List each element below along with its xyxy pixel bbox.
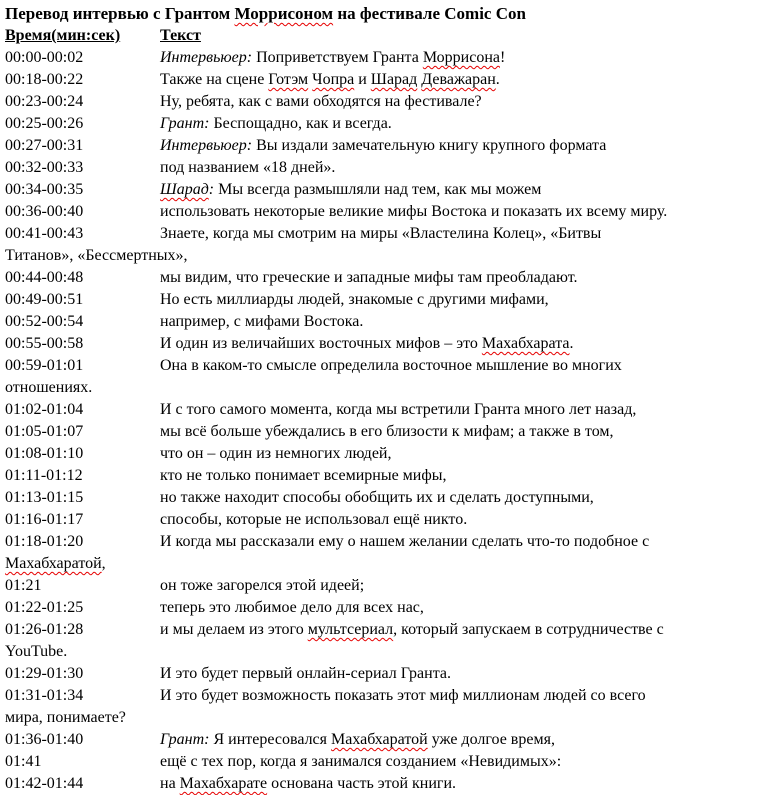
timestamp-cell: 01:13-01:15: [5, 489, 84, 506]
timestamp-cell: 01:05-01:07: [5, 423, 84, 440]
misspelled-word: Махабхарата: [481, 335, 570, 352]
transcript-row: [5, 575, 775, 597]
transcript-rows: [5, 47, 775, 795]
text-run: Интервьюер:: [160, 137, 253, 154]
text-run: что он – один из немногих людей,: [160, 445, 392, 462]
text-run: !: [500, 49, 506, 66]
timestamp-cell: 00:34-00:35: [5, 181, 84, 198]
text-run: И это будет возможность показать этот миф миллионам людей со всего: [160, 687, 646, 704]
text-run: уже долгое время,: [427, 731, 555, 748]
timestamp-cell: 01:18-01:20: [5, 533, 84, 550]
text-run: И когда мы рассказали ему о нашем желании сделать что-то подобное с: [160, 533, 650, 550]
transcript-row: [5, 267, 775, 289]
text-run: И один из величайших восточных мифов – это: [160, 335, 482, 352]
transcript-row: [5, 179, 775, 201]
text-cell: [160, 137, 606, 154]
timestamp-cell: 01:26-01:28: [5, 621, 84, 638]
text-run: Перевод интервью с Грантом: [5, 4, 235, 23]
misspelled-word: Чопра: [312, 71, 355, 88]
text-run: ,: [101, 555, 106, 572]
transcript-row: [5, 663, 775, 685]
misspelled-word: Махабхаратой: [5, 555, 102, 572]
text-run: Также на сцене: [160, 71, 269, 88]
text-cell: [160, 71, 500, 88]
transcript-row: [5, 487, 775, 509]
timestamp-cell: 00:00-00:02: [5, 49, 84, 66]
text-run: ещё с тех пор, когда я занимался созданием «Невидимых»:: [160, 753, 562, 770]
text-run: , который запускаем в сотрудничестве с: [393, 621, 664, 638]
text-column-header: Текст: [160, 27, 201, 44]
timestamp-cell: 00:27-00:31: [5, 137, 84, 154]
text-run: Интервьюер:: [160, 49, 253, 66]
timestamp-cell: 01:02-01:04: [5, 401, 84, 418]
timestamp-cell: 00:25-00:26: [5, 115, 84, 132]
timestamp-cell: 01:11-01:12: [5, 467, 83, 484]
text-run: И это будет первый онлайн-сериал Гранта.: [160, 665, 451, 682]
timestamp-cell: 01:36-01:40: [5, 731, 84, 748]
text-run: теперь это любимое дело для всех нас,: [160, 599, 424, 616]
text-cell: [160, 401, 636, 418]
timestamp-cell: 00:44-00:48: [5, 269, 84, 286]
text-run: Она в каком-то смысле определила восточное мышление во многих: [160, 357, 622, 374]
text-run: мы видим, что греческие и западные мифы там преобладают.: [160, 269, 578, 286]
text-run: Грант:: [160, 731, 210, 748]
text-cell: [160, 269, 577, 286]
text-cell: [160, 577, 364, 594]
timestamp-cell: 00:59-01:01: [5, 357, 84, 374]
misspelled-word: Деважаран: [421, 71, 496, 88]
text-run: и: [354, 71, 371, 88]
timestamp-cell: 00:18-00:22: [5, 71, 84, 88]
transcript-row: [5, 729, 775, 751]
transcript-row: [5, 773, 775, 795]
text-run: способы, которые не использовал ещё никто.: [160, 511, 468, 528]
text-cell: [160, 423, 614, 440]
timestamp-cell: 00:36-00:40: [5, 203, 84, 220]
transcript-row: [5, 223, 775, 267]
text-run: основана часть этой книги.: [267, 775, 457, 792]
timestamp-cell: 00:23-00:24: [5, 93, 84, 110]
text-cell: [160, 49, 505, 66]
transcript-row: [5, 465, 775, 487]
transcript-row: [5, 113, 775, 135]
text-cell: [160, 599, 424, 616]
misspelled-word: Моррисона: [422, 49, 500, 66]
text-run: YouTube.: [5, 643, 68, 660]
text-run: Поприветствуем Гранта: [252, 49, 423, 66]
column-headers: [5, 25, 775, 47]
text-run: Знаете, когда мы смотрим на миры «Властелина Колец», «Битвы: [160, 225, 602, 242]
transcript-row: [5, 443, 775, 465]
text-run: Вы издали замечательную книгу крупного формата: [252, 137, 607, 154]
misspelled-word: Махабхарате: [179, 775, 268, 792]
timestamp-cell: 01:29-01:30: [5, 665, 84, 682]
text-run: .: [495, 71, 500, 88]
timestamp-cell: 01:16-01:17: [5, 511, 84, 528]
timestamp-cell: 00:49-00:51: [5, 291, 84, 308]
text-run: .: [569, 335, 574, 352]
text-cell: [160, 313, 363, 330]
timestamp-cell: 00:55-00:58: [5, 335, 84, 352]
transcript-row: [5, 69, 775, 91]
text-cell: [160, 291, 549, 308]
text-run: на: [160, 775, 180, 792]
text-run: использовать некоторые великие мифы Востока и показать их всему миру.: [160, 203, 668, 220]
timestamp-cell: 01:22-01:25: [5, 599, 84, 616]
transcript-row: [5, 47, 775, 69]
transcript-row: [5, 157, 775, 179]
transcript-row: [5, 289, 775, 311]
text-cell: [160, 181, 541, 198]
timestamp-cell: 01:42-01:44: [5, 775, 84, 792]
text-run: Я интересовался: [209, 731, 332, 748]
text-cell: [160, 511, 467, 528]
text-cell: [160, 335, 574, 352]
misspelled-word: мультсериал: [307, 621, 394, 638]
text-run: Мы всегда размышляли над тем, как мы можем: [214, 181, 542, 198]
text-cell: [160, 115, 392, 132]
text-cell: [160, 445, 391, 462]
transcript-row: [5, 135, 775, 157]
transcript-row: [5, 333, 775, 355]
transcript-row: [5, 355, 775, 399]
transcript-row: [5, 91, 775, 113]
timestamp-cell: 01:41: [5, 753, 42, 770]
transcript-row: [5, 751, 775, 773]
text-cell: [160, 665, 451, 682]
text-run: :: [208, 181, 215, 198]
text-run: но также находит способы обобщить их и сделать доступными,: [160, 489, 594, 506]
transcript-row: [5, 311, 775, 333]
text-run: Ну, ребята, как с вами обходятся на фестивале?: [160, 93, 482, 110]
text-run: Но есть миллиарды людей, знакомые с другими мифами,: [160, 291, 549, 308]
text-cell: [160, 93, 482, 110]
text-run: Грант:: [160, 115, 210, 132]
misspelled-word: Шарад: [160, 181, 209, 198]
timestamp-cell: 01:21: [5, 577, 42, 594]
transcript-row: [5, 201, 775, 223]
text-run: и мы делаем из этого: [160, 621, 308, 638]
text-run: кто не только понимает всемирные мифы,: [160, 467, 447, 484]
transcript-row: [5, 685, 775, 729]
transcript-row: [5, 509, 775, 531]
text-run: отношениях.: [5, 379, 93, 396]
transcript-row: [5, 619, 775, 663]
transcript-row: [5, 421, 775, 443]
text-run: Титанов», «Бессмертных»,: [5, 247, 188, 264]
text-cell: [160, 775, 456, 792]
misspelled-word: Махабхаратой: [331, 731, 428, 748]
text-cell: [160, 467, 446, 484]
text-run: на фестивале Comic Con: [333, 4, 526, 23]
timestamp-cell: 01:08-01:10: [5, 445, 84, 462]
timestamp-cell: 00:41-00:43: [5, 225, 84, 242]
text-cell: [160, 159, 335, 176]
misspelled-word: Моррисоном: [234, 4, 334, 23]
time-column-header-cell: [5, 25, 160, 47]
text-cell: [160, 731, 555, 748]
timestamp-cell: 00:52-00:54: [5, 313, 84, 330]
text-run: под названием «18 дней».: [160, 159, 336, 176]
time-column-header: Время(мин:сек): [5, 27, 121, 44]
text-cell: [160, 489, 594, 506]
timestamp-cell: 00:32-00:33: [5, 159, 84, 176]
misspelled-word: Готэм: [268, 71, 309, 88]
misspelled-word: Шарад: [370, 71, 418, 88]
text-run: мы всё больше убеждались в его близости к мифам; а также в том,: [160, 423, 614, 440]
text-run: И с того самого момента, когда мы встретили Гранта много лет назад,: [160, 401, 637, 418]
text-run: он тоже загорелся этой идеей;: [160, 577, 365, 594]
text-run: например, с мифами Востока.: [160, 313, 364, 330]
transcript-row: [5, 597, 775, 619]
text-cell: [160, 753, 561, 770]
transcript-row: [5, 399, 775, 421]
text-run: мира, понимаете?: [5, 709, 126, 726]
text-run: Беспощадно, как и всегда.: [209, 115, 392, 132]
timestamp-cell: 01:31-01:34: [5, 687, 84, 704]
text-cell: [160, 203, 667, 220]
transcript-row: [5, 531, 775, 575]
document-title: [5, 3, 775, 25]
